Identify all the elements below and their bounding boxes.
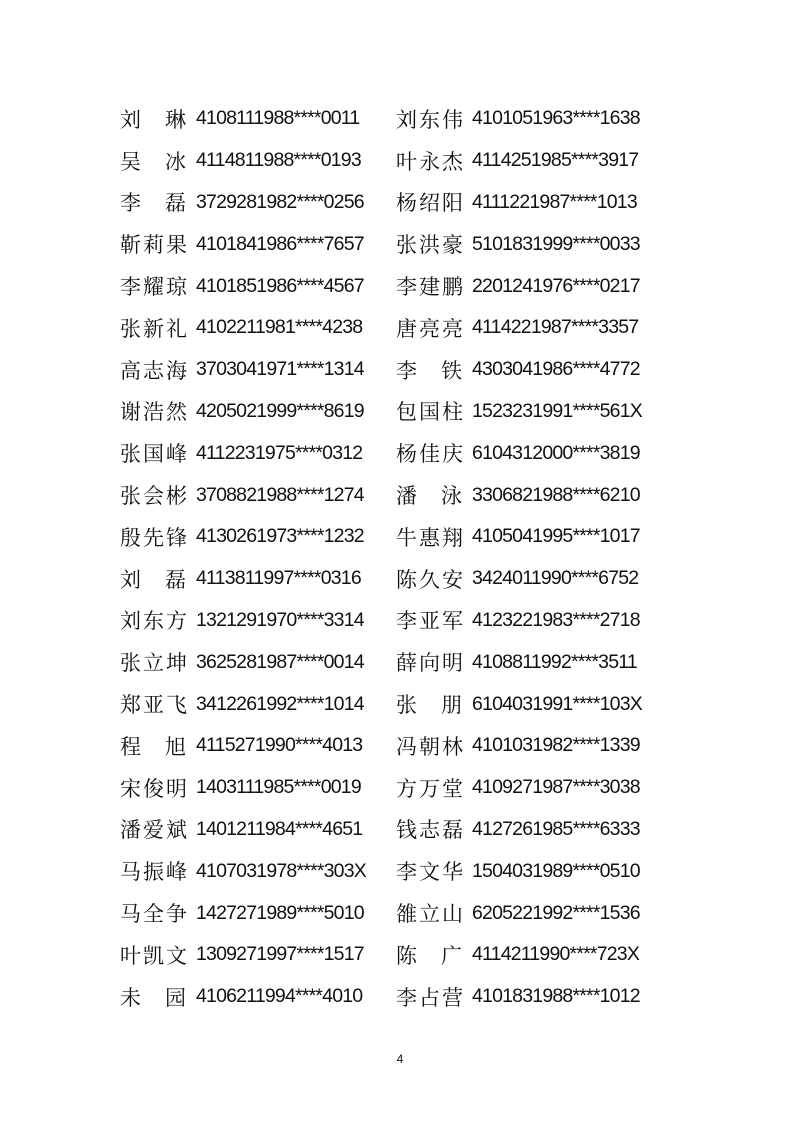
- list-row: [120, 641, 700, 683]
- left-entry: [120, 313, 396, 343]
- id-number: 2201241976****0217: [472, 274, 640, 297]
- person-name: 杨绍阳: [396, 191, 465, 216]
- left-entry: [120, 731, 396, 761]
- list-row: [120, 265, 700, 307]
- id-number: 4113811997****0316: [196, 567, 361, 590]
- id-number: 4105041995****1017: [472, 525, 640, 548]
- id-number: 4112231975****0312: [196, 441, 363, 464]
- person-name: 谢浩然: [120, 400, 189, 425]
- person-name: 吴 冰: [120, 149, 188, 174]
- left-entry: [120, 647, 396, 677]
- id-number: 1427271989****5010: [196, 901, 364, 924]
- id-number: 5101831999****0033: [472, 232, 640, 255]
- id-number: 4106211994****4010: [196, 985, 363, 1008]
- id-number: 3306821988****6210: [472, 483, 640, 506]
- person-name: 潘 泳: [396, 484, 464, 509]
- list-row: [120, 182, 700, 224]
- id-number: 4108811992****3511: [472, 650, 637, 673]
- id-number: 4127261985****6333: [472, 817, 640, 840]
- id-number: 3703041971****1314: [196, 358, 364, 381]
- right-entry: [396, 104, 640, 134]
- left-entry: [120, 271, 396, 301]
- person-name: 未 园: [120, 985, 188, 1010]
- list-row: [120, 223, 700, 265]
- right-entry: [396, 731, 640, 761]
- list-row: [120, 850, 700, 892]
- id-number: 4109271987****3038: [472, 776, 640, 799]
- left-entry: [120, 856, 396, 886]
- id-number: 1523231991****561X: [472, 399, 642, 422]
- id-number: 4114211990****723X: [472, 943, 640, 966]
- person-name: 刘东伟: [396, 107, 465, 132]
- left-entry: [120, 940, 396, 970]
- right-entry: [396, 146, 638, 176]
- id-number: 4111221987****1013: [472, 190, 637, 213]
- person-name: 陈久安: [396, 567, 465, 592]
- left-entry: [120, 982, 396, 1012]
- person-name: 郑亚飞: [120, 693, 189, 718]
- page-number: 4: [396, 1052, 404, 1066]
- id-number: 6104031991****103X: [472, 692, 642, 715]
- left-entry: [120, 104, 396, 134]
- person-name: 叶永杰: [396, 149, 465, 174]
- person-name: 陈 广: [396, 943, 464, 968]
- person-name: 刘 磊: [120, 567, 188, 592]
- person-name: 潘爱斌: [120, 818, 189, 843]
- person-name: 刘东方: [120, 609, 189, 634]
- list-row: [120, 725, 700, 767]
- person-name: 马振峰: [120, 860, 189, 885]
- list-row: [120, 767, 700, 809]
- person-name: 宋俊明: [120, 776, 189, 801]
- left-entry: [120, 773, 396, 803]
- person-name: 叶凯文: [120, 943, 189, 968]
- person-name: 靳莉果: [120, 233, 189, 258]
- right-entry: [396, 564, 638, 594]
- person-name: 殷先锋: [120, 525, 189, 550]
- right-entry: [396, 271, 640, 301]
- id-number: 3729281982****0256: [196, 190, 364, 213]
- id-number: 1401211984****4651: [196, 817, 363, 840]
- right-entry: [396, 982, 640, 1012]
- left-entry: [120, 814, 396, 844]
- id-number: 4303041986****4772: [472, 358, 640, 381]
- id-number: 1309271997****1517: [196, 943, 364, 966]
- id-number: 1403111985****0019: [196, 776, 361, 799]
- person-name: 张国峰: [120, 442, 189, 467]
- id-number: 4101851986****4567: [196, 274, 364, 297]
- person-name: 李占营: [396, 985, 465, 1010]
- left-entry: [120, 689, 396, 719]
- person-name: 张 朋: [396, 693, 464, 718]
- id-number: 4108111988****0011: [196, 107, 360, 130]
- id-number: 4115271990****4013: [196, 734, 363, 757]
- list-row: [120, 432, 700, 474]
- id-number: 1321291970****3314: [196, 608, 364, 631]
- list-row: [120, 934, 700, 976]
- list-row: [120, 307, 700, 349]
- id-number: 4101841986****7657: [196, 232, 364, 255]
- person-name: 张会彬: [120, 484, 189, 509]
- person-name: 李 铁: [396, 358, 464, 383]
- id-number: 4130261973****1232: [196, 525, 364, 548]
- list-row: [120, 976, 700, 1018]
- person-name: 薛向明: [396, 651, 465, 676]
- id-number: 4101051963****1638: [472, 107, 640, 130]
- right-entry: [396, 647, 637, 677]
- name-id-list: [120, 98, 700, 1018]
- person-name: 马全争: [120, 902, 189, 927]
- id-number: 4102211981****4238: [196, 316, 363, 339]
- person-name: 张洪豪: [396, 233, 465, 258]
- id-number: 3412261992****1014: [196, 692, 364, 715]
- right-entry: [396, 187, 637, 217]
- person-name: 雒立山: [396, 902, 465, 927]
- person-name: 李 磊: [120, 191, 188, 216]
- id-number: 4107031978****303X: [196, 859, 366, 882]
- person-name: 杨佳庆: [396, 442, 465, 467]
- left-entry: [120, 605, 396, 635]
- id-number: 1504031989****0510: [472, 859, 640, 882]
- right-entry: [396, 689, 642, 719]
- right-entry: [396, 229, 640, 259]
- right-entry: [396, 438, 640, 468]
- person-name: 李建鹏: [396, 275, 465, 300]
- id-number: 4101831988****1012: [472, 985, 640, 1008]
- id-number: 4114251985****3917: [472, 149, 639, 172]
- left-entry: [120, 522, 396, 552]
- person-name: 刘 琳: [120, 107, 188, 132]
- left-entry: [120, 355, 396, 385]
- person-name: 方万堂: [396, 776, 465, 801]
- left-entry: [120, 438, 396, 468]
- person-name: 包国柱: [396, 400, 465, 425]
- id-number: 6104312000****3819: [472, 441, 640, 464]
- list-row: [120, 809, 700, 851]
- right-entry: [396, 898, 640, 928]
- person-name: 李耀琼: [120, 275, 189, 300]
- left-entry: [120, 396, 396, 426]
- person-name: 冯朝林: [396, 734, 465, 759]
- list-row: [120, 516, 700, 558]
- person-name: 李文华: [396, 860, 465, 885]
- id-number: 4123221983****2718: [472, 608, 640, 631]
- left-entry: [120, 229, 396, 259]
- id-number: 4101031982****1339: [472, 734, 640, 757]
- person-name: 李亚军: [396, 609, 465, 634]
- id-number: 3708821988****1274: [196, 483, 364, 506]
- right-entry: [396, 355, 640, 385]
- person-name: 张立坤: [120, 651, 189, 676]
- id-number: 6205221992****1536: [472, 901, 640, 924]
- person-name: 唐亮亮: [396, 316, 465, 341]
- person-name: 程 旭: [120, 734, 188, 759]
- person-name: 高志海: [120, 358, 189, 383]
- left-entry: [120, 898, 396, 928]
- left-entry: [120, 187, 396, 217]
- right-entry: [396, 940, 639, 970]
- right-entry: [396, 814, 640, 844]
- list-row: [120, 140, 700, 182]
- right-entry: [396, 773, 640, 803]
- right-entry: [396, 396, 642, 426]
- person-name: 牛惠翔: [396, 525, 465, 550]
- person-name: 张新礼: [120, 316, 189, 341]
- id-number: 3424011990****6752: [472, 567, 639, 590]
- list-row: [120, 892, 700, 934]
- list-row: [120, 98, 700, 140]
- id-number: 3625281987****0014: [196, 650, 364, 673]
- person-name: 钱志磊: [396, 818, 465, 843]
- left-entry: [120, 480, 396, 510]
- right-entry: [396, 605, 640, 635]
- left-entry: [120, 564, 396, 594]
- right-entry: [396, 522, 640, 552]
- id-number: 4205021999****8619: [196, 399, 364, 422]
- list-row: [120, 558, 700, 600]
- right-entry: [396, 480, 640, 510]
- list-row: [120, 474, 700, 516]
- list-row: [120, 391, 700, 433]
- id-number: 4114811988****0193: [196, 149, 361, 172]
- list-row: [120, 349, 700, 391]
- id-number: 4114221987****3357: [472, 316, 639, 339]
- list-row: [120, 600, 700, 642]
- list-row: [120, 683, 700, 725]
- right-entry: [396, 313, 638, 343]
- right-entry: [396, 856, 640, 886]
- left-entry: [120, 146, 396, 176]
